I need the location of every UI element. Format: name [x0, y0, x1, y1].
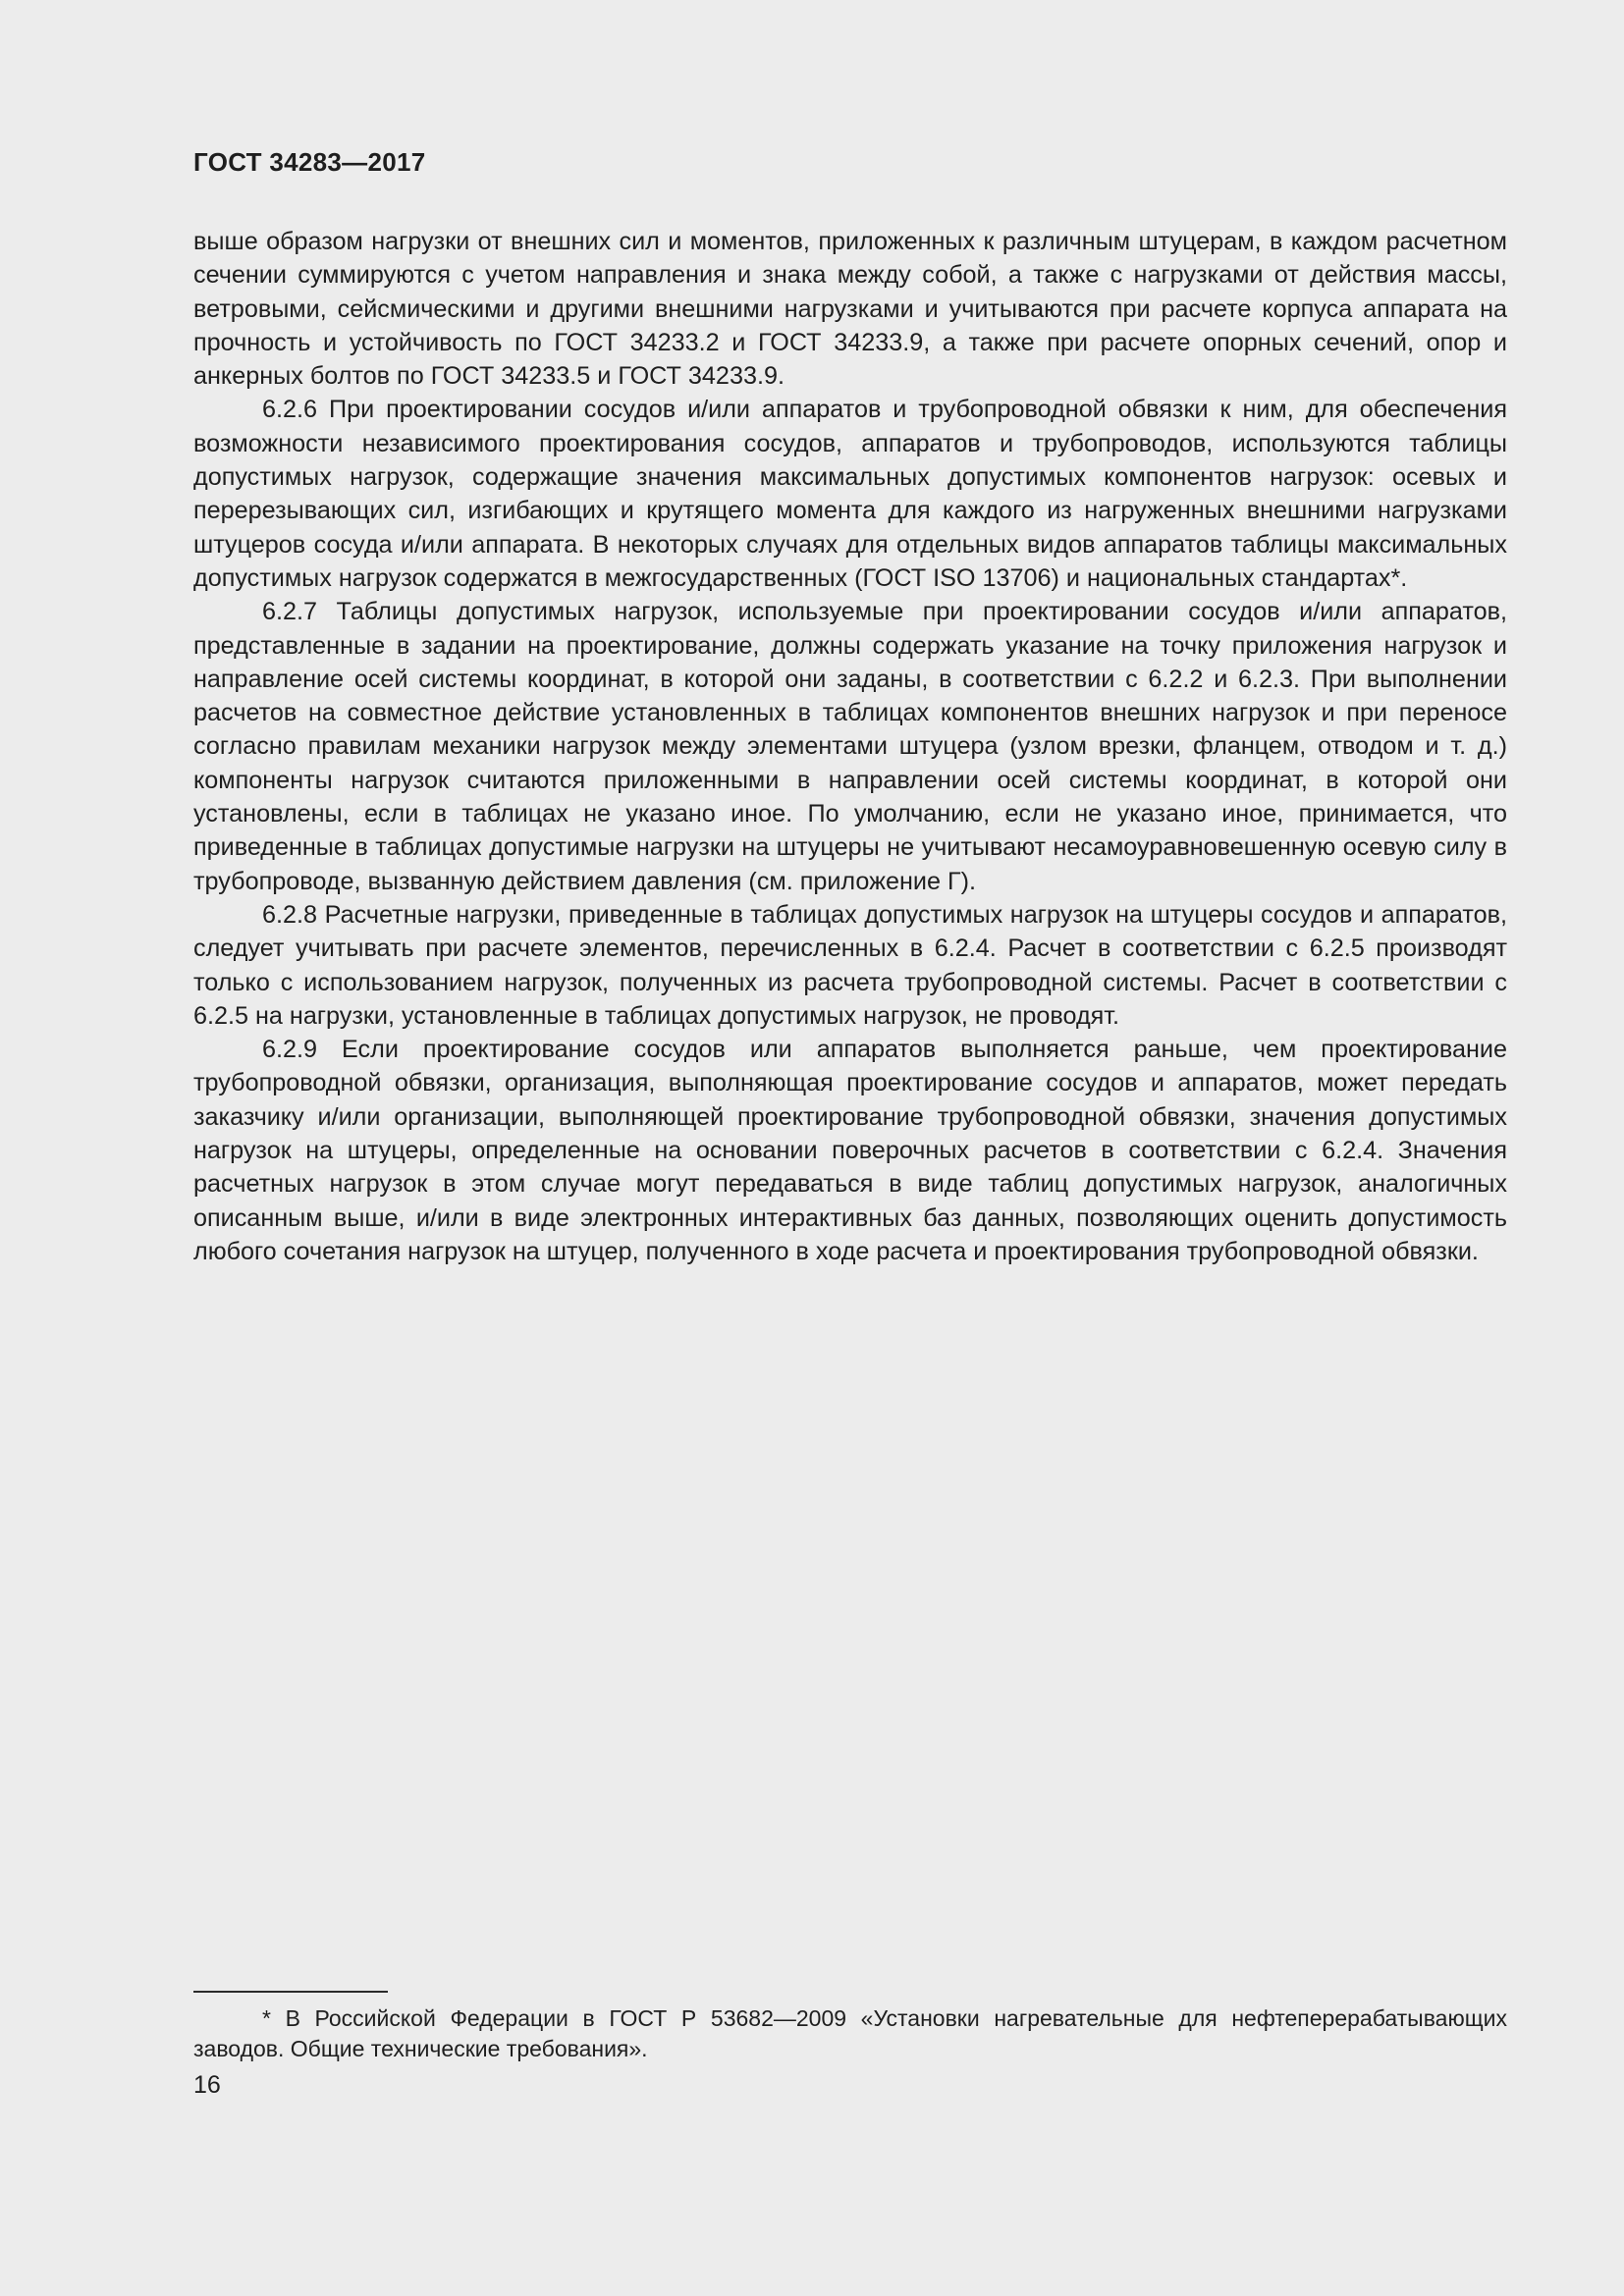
paragraph-6-2-6: 6.2.6 При проектировании сосудов и/или аппаратов и трубопроводной обвязки к ним, для обеспечения возможности независимого проектирования сосудов, аппаратов и трубопроводов, используются таблицы допустимых нагрузок, содержащие значения максимальных допустимых компонентов нагрузок: осевых и перерезывающих сил, изгибающих и крутящего момента для каждого из нагруженных внешними нагрузками штуцеров сосуда и/или аппарата. В некоторых случаях для отдельных видов аппаратов таблицы максимальных допустимых нагрузок содержатся в межгосударственных (ГОСТ ISO 13706) и национальных стандартах*. [193, 396, 1507, 592]
page-number: 16 [193, 2071, 221, 2099]
footnote: * В Российской Федерации в ГОСТ Р 53682—2009 «Установки нагревательные для нефтеперерабатывающих заводов. Общие технические требования». [193, 2005, 1507, 2061]
document-header: ГОСТ 34283—2017 [193, 147, 426, 177]
body-text [193, 225, 1507, 1268]
paragraph-6-2-8: 6.2.8 Расчетные нагрузки, приведенные в таблицах допустимых нагрузок на штуцеры сосудов и аппаратов, следует учитывать при расчете элементов, перечисленных в 6.2.4. Расчет в соответствии с 6.2.5 производят только с использованием нагрузок, полученных из расчета трубопроводной системы. Расчет в соответствии с 6.2.5 на нагрузки, установленные в таблицах допустимых нагрузок, не проводят. [193, 900, 1507, 1030]
paragraph-6-2-9: 6.2.9 Если проектирование сосудов или аппаратов выполняется раньше, чем проектирование трубопроводной обвязки, организация, выполняющая проектирование сосудов и аппаратов, может передать заказчику и/или организации, выполняющей проектирование трубопроводной обвязки, значения допустимых нагрузок на штуцеры, определенные на основании поверочных расчетов в соответствии с 6.2.4. Значения расчетных нагрузок в этом случае могут передаваться в виде таблиц допустимых нагрузок, аналогичных описанным выше, и/или в виде электронных интерактивных баз данных, позволяющих оценить допустимость любого сочетания нагрузок на штуцер, полученного в ходе расчета и проектирования трубопроводной обвязки. [193, 1036, 1507, 1265]
paragraph-6-2-7: 6.2.7 Таблицы допустимых нагрузок, используемые при проектировании сосудов и/или аппаратов, представленные в задании на проектирование, должны содержать указание на точку приложения нагрузок и направление осей системы координат, в которой они заданы, в соответствии с 6.2.2 и 6.2.3. При выполнении расчетов на совместное действие установленных в таблицах компонентов внешних нагрузок и при переносе согласно правилам механики нагрузок между элементами штуцера (узлом врезки, фланцем, отводом и т. д.) компоненты нагрузок считаются приложенными в направлении осей системы координат, в которой они установлены, если в таблицах не указано иное. По умолчанию, если не указано иное, принимается, что приведенные в таблицах допустимые нагрузки на штуцеры не учитывают несамоуравновешенную осевую силу в трубопроводе, вызванную действием давления (см. приложение Г). [193, 598, 1507, 895]
paragraph-continuation: выше образом нагрузки от внешних сил и моментов, приложенных к различным штуцерам, в каждом расчетном сечении суммируются с учетом направления и знака между собой, а также с нагрузками от действия массы, ветровыми, сейсмическими и другими внешними нагрузками и учитываются при расчете корпуса аппарата на прочность и устойчивость по ГОСТ 34233.2 и ГОСТ 34233.9, а также при расчете опорных сечений, опор и анкерных болтов по ГОСТ 34233.5 и ГОСТ 34233.9. [193, 228, 1507, 391]
footnote-separator [193, 1991, 388, 1993]
